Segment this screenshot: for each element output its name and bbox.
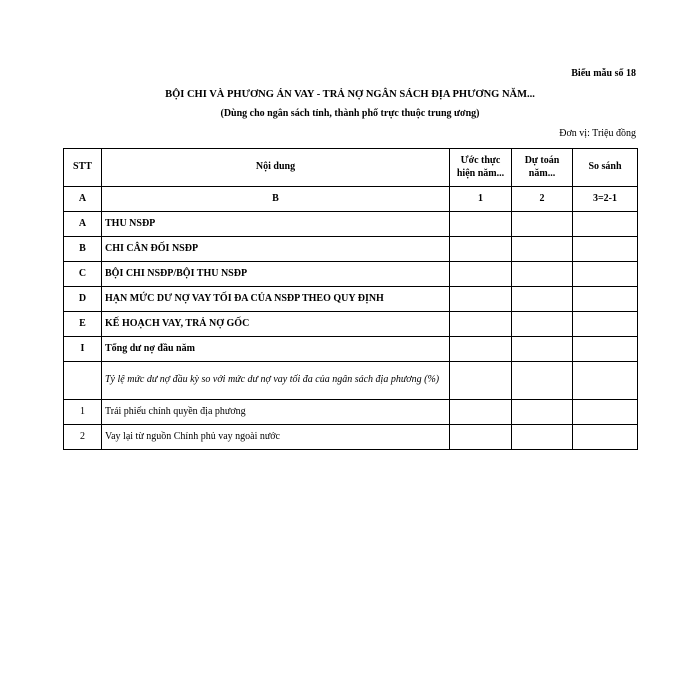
row-plan-cell [512,312,573,337]
header-stt: STT [64,149,102,187]
row-compare-cell [573,400,638,425]
document-subtitle: (Dùng cho ngân sách tỉnh, thành phố trực thuộc trung ương) [220,108,480,119]
table-header-row [64,149,638,187]
row-estimate-cell [450,362,512,400]
header-compare: So sánh [573,149,638,187]
row-plan-cell [512,287,573,312]
table-row [64,362,638,400]
table-row [64,212,638,237]
row-content: THU NSĐP [102,212,450,237]
row-content: KẾ HOẠCH VAY, TRẢ NỢ GỐC [102,312,450,337]
row-content: Tổng dư nợ đầu năm [102,337,450,362]
row-compare-cell [573,287,638,312]
row-stt: B [64,237,102,262]
row-stt: I [64,337,102,362]
row-estimate-cell [450,287,512,312]
row-estimate-cell [450,237,512,262]
header-content: Nội dung [102,149,450,187]
row-estimate-cell [450,312,512,337]
row-plan-cell [512,262,573,287]
index-plan: 2 [512,187,573,212]
row-estimate-cell [450,262,512,287]
table-row [64,237,638,262]
form-number: Biểu mẫu số 18 [571,68,636,79]
row-content: Tỷ lệ mức dư nợ đầu kỳ so với mức dư nợ vay tối đa của ngân sách địa phương (%) [102,362,450,400]
row-stt [64,362,102,400]
row-estimate-cell [450,400,512,425]
table-row [64,425,638,450]
row-stt: A [64,212,102,237]
row-compare-cell [573,362,638,400]
document-title: BỘI CHI VÀ PHƯƠNG ÁN VAY - TRẢ NỢ NGÂN SÁCH ĐỊA PHƯƠNG NĂM... [165,89,535,100]
row-compare-cell [573,425,638,450]
row-stt: D [64,287,102,312]
row-content: HẠN MỨC DƯ NỢ VAY TỐI ĐA CỦA NSĐP THEO QUY ĐỊNH [102,287,450,312]
index-compare: 3=2-1 [573,187,638,212]
row-compare-cell [573,237,638,262]
row-content: CHI CÂN ĐỐI NSĐP [102,237,450,262]
row-stt: C [64,262,102,287]
header-estimate: Ước thực hiện năm... [450,149,512,187]
index-stt: A [64,187,102,212]
row-content: BỘI CHI NSĐP/BỘI THU NSĐP [102,262,450,287]
row-plan-cell [512,400,573,425]
row-compare-cell [573,337,638,362]
table-row [64,312,638,337]
row-estimate-cell [450,212,512,237]
row-stt: 1 [64,400,102,425]
row-plan-cell [512,425,573,450]
row-plan-cell [512,337,573,362]
table-row [64,262,638,287]
row-estimate-cell [450,337,512,362]
row-content: Vay lại từ nguồn Chính phủ vay ngoài nước [102,425,450,450]
budget-table [63,148,638,450]
row-plan-cell [512,212,573,237]
row-stt: 2 [64,425,102,450]
index-estimate: 1 [450,187,512,212]
row-estimate-cell [450,425,512,450]
row-plan-cell [512,237,573,262]
row-compare-cell [573,262,638,287]
row-compare-cell [573,212,638,237]
table-row [64,400,638,425]
row-compare-cell [573,312,638,337]
table-index-row [64,187,638,212]
row-content: Trái phiếu chính quyền địa phương [102,400,450,425]
index-content: B [102,187,450,212]
row-plan-cell [512,362,573,400]
table-row [64,337,638,362]
unit-label: Đơn vị: Triệu đồng [559,128,636,139]
table-row [64,287,638,312]
row-stt: E [64,312,102,337]
header-plan: Dự toán năm... [512,149,573,187]
